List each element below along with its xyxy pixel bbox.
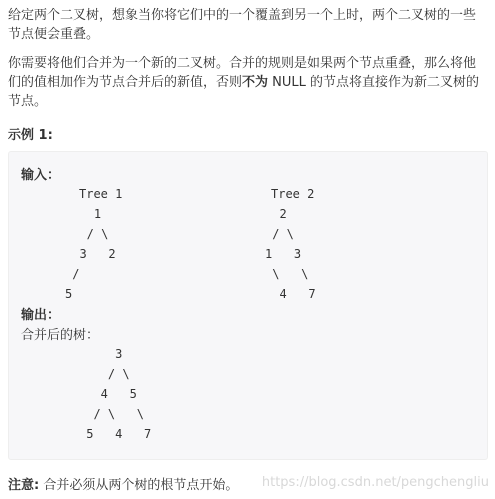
rule-text-part1: 你需要将他们合并为一个新的二叉树。合并的规则是如果两个节点重叠，那么将他们的值相加作为节点合并后的新值，否则 — [8, 56, 477, 90]
tree2-title: Tree 2 — [271, 187, 315, 201]
tree2-diagram: 2 / \ 1 3 \ \ 4 7 — [265, 207, 316, 301]
example-block — [8, 151, 488, 460]
tree1-title: Tree 1 — [79, 187, 123, 201]
merge-rule — [8, 54, 488, 111]
note — [8, 474, 238, 493]
problem-intro — [8, 6, 488, 44]
output-label: 输出： — [21, 308, 61, 323]
watermark: https://blog.csdn.net/pengchengliu — [261, 475, 489, 490]
note-text: 合并必须从两个树的根节点开始。 — [39, 478, 239, 493]
note-label: 注意: — [8, 478, 40, 493]
rule-bold-text: 不为 — [242, 75, 269, 90]
example-title: 示例 1: — [8, 128, 53, 143]
input-label: 输入： — [21, 168, 61, 183]
merged-tree-label: 合并后的树： — [21, 328, 100, 343]
rule-text-part2: NULL 的节点将直接作为新二叉树的节点。 — [8, 75, 480, 109]
merged-tree-diagram: 3 / \ 4 5 / \ \ 5 4 7 — [86, 347, 152, 441]
intro-text: 给定两个二叉树，想象当你将它们中的一个覆盖到另一个上时，两个二叉树的一些节点便会重叠。 — [8, 8, 477, 42]
tree1-diagram: 1 / \ 3 2 / 5 — [65, 207, 116, 301]
